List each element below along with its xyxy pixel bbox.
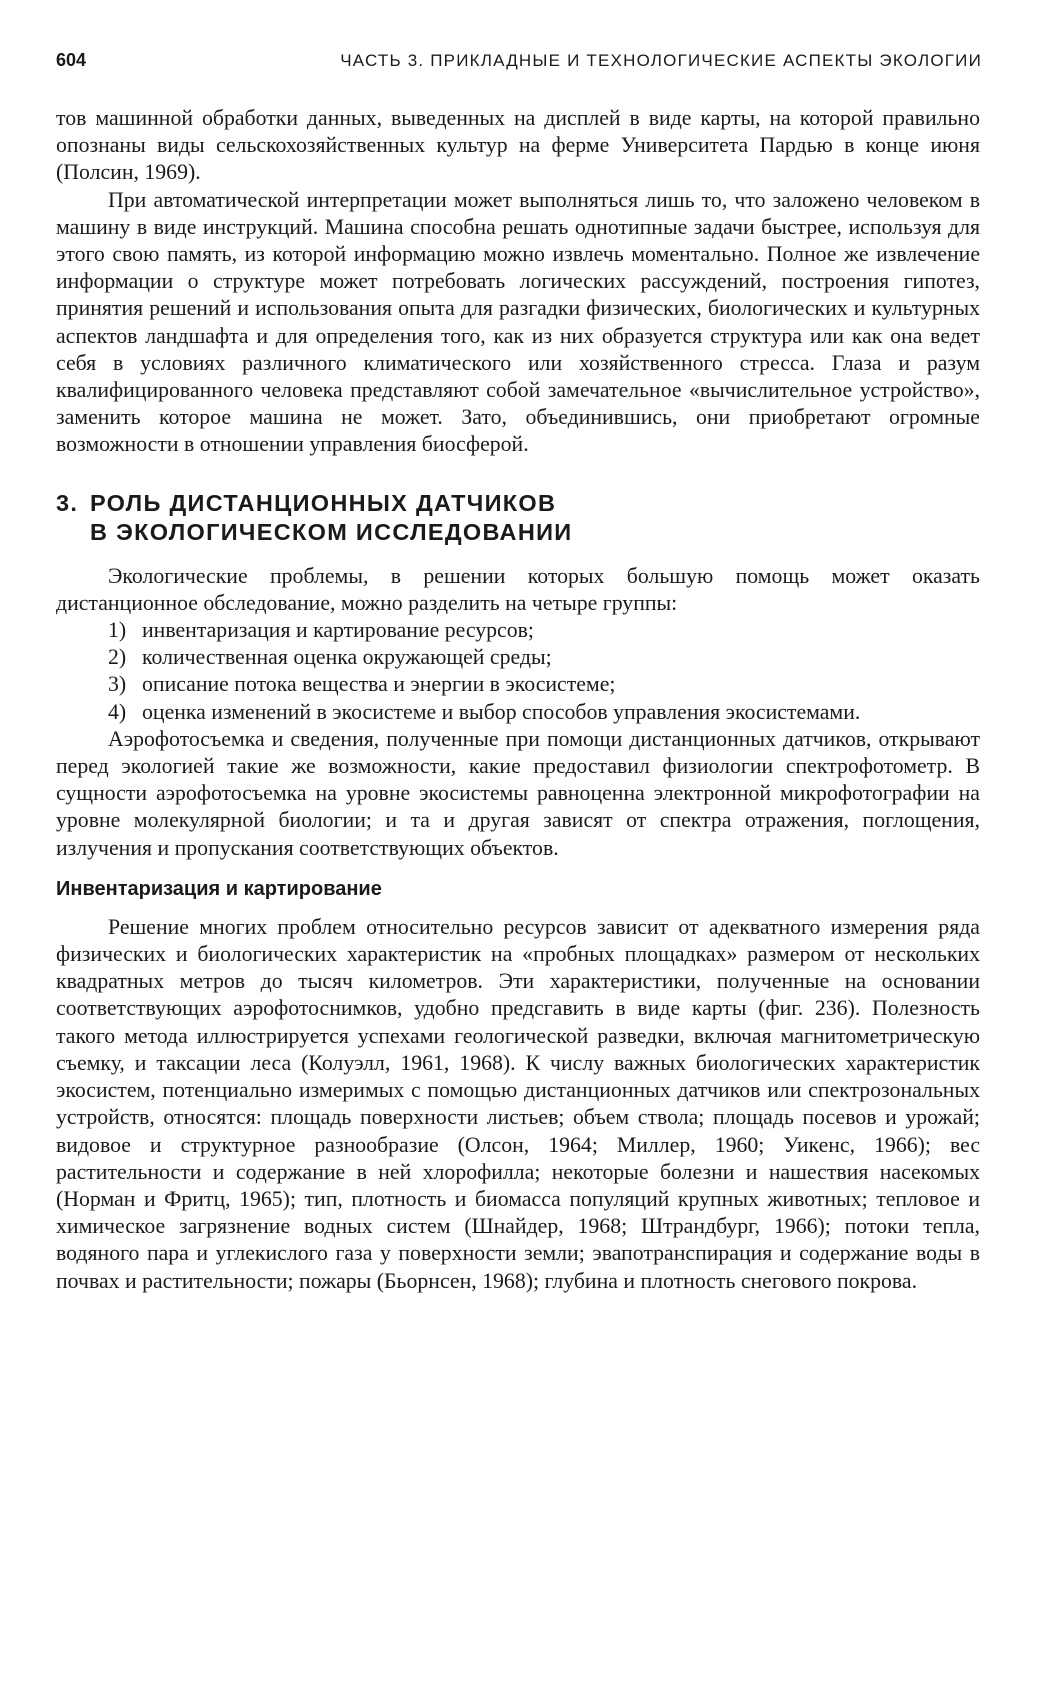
list-item-text: количественная оценка окружающей среды; [142,645,552,670]
list-marker: 1) [108,618,127,643]
paragraph-continued: тов машинной обработки данных, выведенных на дисплей в виде карты, на которой правильно опознаны виды сельскохозяйственных культур на ферме Университета Пардью в конце июня (Полсин, 1969). [56,106,980,185]
section-title-line1: РОЛЬ ДИСТАНЦИОННЫХ ДАТЧИКОВ [90,489,557,516]
list-item [56,699,980,726]
list-item [56,671,980,698]
list-marker: 2) [108,645,127,670]
subsection-title: Инвентаризация и картирование [56,877,382,900]
page-number: 604 [56,50,87,70]
list-item-text: оценка изменений в экосистеме и выбор способов управления экосистемами. [142,699,861,724]
running-title: ЧАСТЬ 3. ПРИКЛАДНЫЕ И ТЕХНОЛОГИЧЕСКИЕ АСПЕКТЫ ЭКОЛОГИИ [340,51,982,70]
section-number: 3. [56,489,79,516]
page-header [56,50,982,71]
section-title [56,489,980,547]
list-item [56,617,980,644]
section-intro: Экологические проблемы, в решении которых большую помощь может оказать дистанционное обследование, можно разделить на четыре группы: [56,563,980,615]
paragraph-automatic-interpretation: При автоматической интерпретации может выполняться лишь то, что заложено человеком в машину в виде инструкций. Машина способна решать однотипные задачи быстрее, используя для этого свою память, из которой информацию можно извлечь моментально. Полное же извлечение информации о структуре может потребовать логических рассуждений, построения гипотез, принятия решений и использования опыта для разгадки физических, биологических и культурных аспектов ландшафта и для определения того, как из них образуется структура или как она ведет себя в условиях различного климатического или хозяйственного стресса. Глаза и разум квалифицированного человека представляют собой замечательное «вычислительное устройство», заменить которое машина не может. Зато, объединившись, они приобретают огромные возможности в отношении управления биосферой. [56,187,980,457]
list-item-text: описание потока вещества и энергии в экосистеме; [142,672,616,697]
list-item [56,644,980,671]
paragraph-inventory-mapping: Решение многих проблем относительно ресурсов зависит от адекватного измерения ряда физических и биологических характеристик на «пробных площадках» размером от нескольких квадратных метров до тысяч километров. Эти характеристики, полученные на основании соответствующих аэрофотоснимков, удобно предсгавить в виде карты (фиг. 236). Полезность такого метода иллюстрируется успехами геологической разведки, включая магнитометрическую съемку, и таксации леса (Колуэлл, 1961, 1968). К числу важных биологических характеристик экосистем, потенциально измеримых с помощью дистанционных датчиков или спектрозональных устройств, относятся: площадь поверхности листьев; объем ствола; площадь посевов и урожай; видовое и структурное разнообразие (Олсон, 1964; Миллер, 1960; Уикенс, 1966); вес растительности и содержание в ней хлорофилла; некоторые болезни и нашествия насекомых (Норман и Фритц, 1965); тип, плотность и биомасса популяций крупных животных; тепловое и химическое загрязнение водных систем (Шнайдер, 1968; Штрандбург, 1966); потоки тепла, водяного пара и углекислого газа у поверхности земли; эвапотранспирация и содержание воды в почвах и растительности; пожары (Бьорнсен, 1968); глубина и плотность снегового покрова. [56,914,980,1293]
paragraph-aerial-photography: Аэрофотосъемка и сведения, полученные при помощи дистанционных датчиков, открывают перед экологией такие же возможности, какие предоставил физиологии спектрофотометр. В сущности аэрофотосъемка на уровне экосистемы равноценна электронной микрофотографии на уровне молекулярной биологии; и та и другая зависят от спектра отражения, поглощения, излучения и пропускания соответствующих объектов. [56,726,980,860]
list-marker: 3) [108,672,127,697]
section-title-line2: В ЭКОЛОГИЧЕСКОМ ИССЛЕДОВАНИИ [90,518,573,545]
problem-groups-list [56,617,980,726]
list-item-text: инвентаризация и картирование ресурсов; [142,618,534,643]
list-marker: 4) [108,699,127,724]
page-body [56,105,980,1295]
